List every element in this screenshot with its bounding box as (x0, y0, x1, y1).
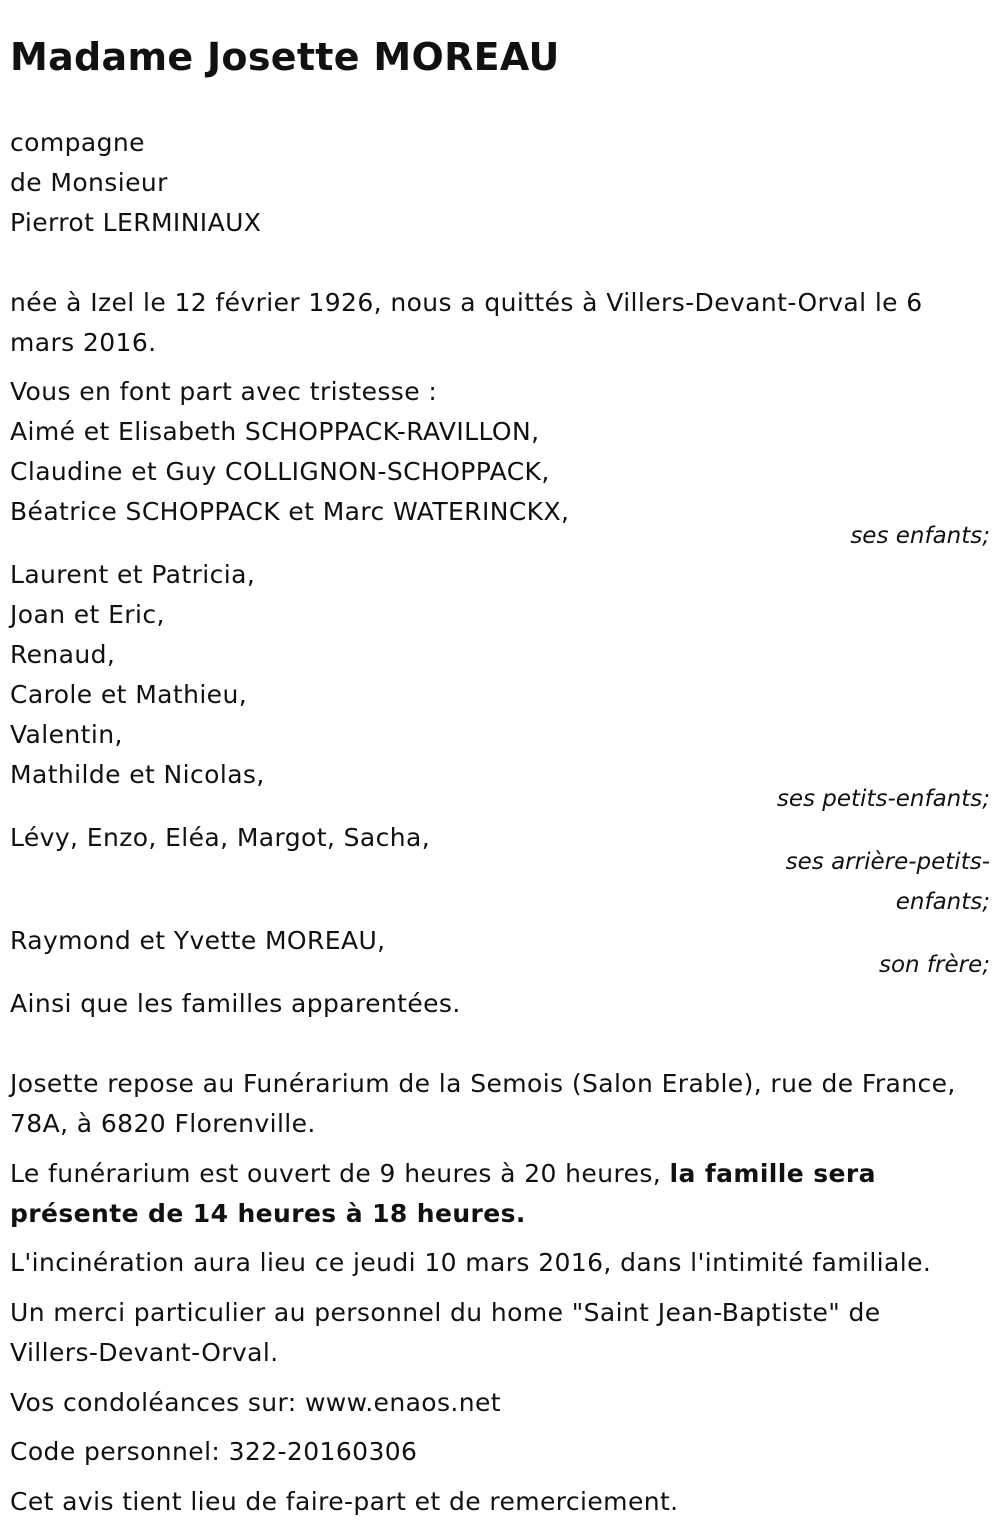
intro-text: Vous en font part avec tristesse : (10, 377, 438, 406)
hours-text: Le funérarium est ouvert de 9 heures à 20 heures, (10, 1159, 662, 1188)
birth-death-line-2: mars 2016. (10, 328, 157, 357)
role-great-grandchildren-line-2: enfants; (895, 889, 990, 915)
companion-name: Pierrot LERMINIAUX (10, 208, 262, 237)
companion-line-1: compagne (10, 128, 145, 157)
grandchild-line: Mathilde et Nicolas, (10, 760, 265, 789)
repose-line-2: 78A, à 6820 Florenville. (10, 1109, 316, 1138)
thanks-line-1: Un merci particulier au personnel du home "Saint Jean-Baptiste" de (10, 1298, 881, 1327)
child-line: Béatrice SCHOPPACK et Marc WATERINCKX, (10, 497, 570, 526)
role-great-grandchildren-line-1: ses arrière-petits- (785, 849, 990, 875)
birth-death-line-1: née à Izel le 12 février 1926, nous a quittés à Villers-Devant-Orval le 6 (10, 288, 923, 317)
thanks-line-2: Villers-Devant-Orval. (10, 1338, 279, 1367)
role-grandchildren: ses petits-enfants; (776, 786, 990, 812)
families-line: Ainsi que les familles apparentées. (10, 989, 461, 1018)
hours-line-1 (10, 1154, 876, 1194)
child-line: Aimé et Elisabeth SCHOPPACK-RAVILLON, (10, 417, 540, 446)
role-brother: son frère; (878, 952, 990, 978)
child-line: Claudine et Guy COLLIGNON-SCHOPPACK, (10, 457, 550, 486)
family-presence-text: la famille sera (669, 1159, 876, 1188)
grandchild-line: Laurent et Patricia, (10, 560, 256, 589)
family-presence-hours: présente de 14 heures à 18 heures. (10, 1199, 526, 1228)
page-title: Madame Josette MOREAU (10, 35, 560, 79)
closing-line: Cet avis tient lieu de faire-part et de remerciement. (10, 1487, 679, 1516)
personal-code-line: Code personnel: 322-20160306 (10, 1437, 418, 1466)
brother-line: Raymond et Yvette MOREAU, (10, 926, 386, 955)
grandchild-line: Carole et Mathieu, (10, 680, 248, 709)
companion-line-2: de Monsieur (10, 168, 168, 197)
grandchild-line: Valentin, (10, 720, 123, 749)
cremation-line: L'incinération aura lieu ce jeudi 10 mars 2016, dans l'intimité familiale. (10, 1248, 932, 1277)
repose-line-1: Josette repose au Funérarium de la Semois (Salon Erable), rue de France, (10, 1069, 956, 1098)
grandchild-line: Renaud, (10, 640, 116, 669)
grandchild-line: Joan et Eric, (10, 600, 165, 629)
role-children: ses enfants; (850, 523, 990, 549)
great-grandchildren-line: Lévy, Enzo, Eléa, Margot, Sacha, (10, 823, 431, 852)
condolences-line: Vos condoléances sur: www.enaos.net (10, 1388, 501, 1417)
